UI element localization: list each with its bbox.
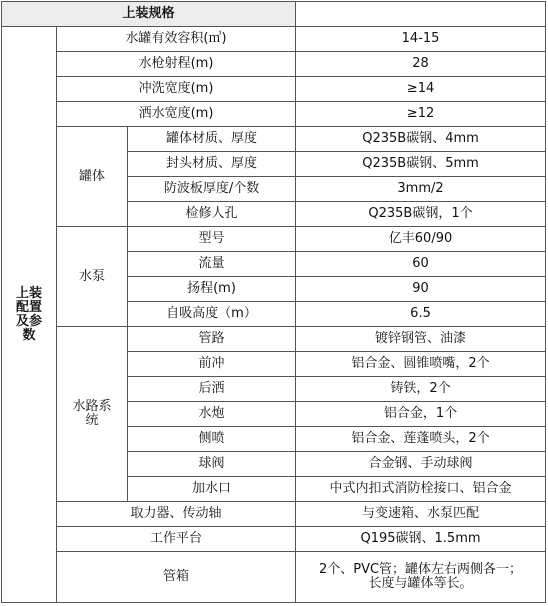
row-label: 球阀 <box>128 452 296 477</box>
table-row <box>2 52 546 77</box>
header-row <box>2 2 546 27</box>
header-blank-cell <box>296 2 546 27</box>
row-value: 中式内扣式消防栓接口、铝合金 <box>296 477 546 502</box>
row-value: 铝合金，1个 <box>296 402 546 427</box>
row-value: Q235B碳钢、4mm <box>296 127 546 152</box>
row-value: 铝合金、莲蓬喷头，2个 <box>296 427 546 452</box>
row-label: 后洒 <box>128 377 296 402</box>
main-section-label: 上装 配置 及参 数 <box>2 27 57 603</box>
group-label-tank: 罐体 <box>57 127 128 227</box>
table-row <box>2 27 546 52</box>
table-row <box>2 102 546 127</box>
row-value: 铸铁，2个 <box>296 377 546 402</box>
row-value: 镀锌钢管、油漆 <box>296 327 546 352</box>
row-label: 水枪射程(m) <box>57 52 296 77</box>
row-value: Q235B碳钢，1个 <box>296 202 546 227</box>
row-value: 60 <box>296 252 546 277</box>
row-value: 14-15 <box>296 27 546 52</box>
row-label: 型号 <box>128 227 296 252</box>
row-label: 侧喷 <box>128 427 296 452</box>
table-row <box>2 327 546 352</box>
table-row <box>2 502 546 527</box>
row-label: 罐体材质、厚度 <box>128 127 296 152</box>
row-label: 水炮 <box>128 402 296 427</box>
row-value: Q195碳钢、1.5mm <box>296 527 546 552</box>
row-label: 管路 <box>128 327 296 352</box>
row-value: 与变速箱、水泵匹配 <box>296 502 546 527</box>
row-label: 水罐有效容积(㎥) <box>57 27 296 52</box>
row-value: 铝合金、圆锥喷嘴，2个 <box>296 352 546 377</box>
row-label: 扬程(m) <box>128 277 296 302</box>
row-value: ≥12 <box>296 102 546 127</box>
table-row <box>2 527 546 552</box>
row-value: 2个、PVC管；罐体左右两侧各一； 长度与罐体等长。 <box>296 552 546 603</box>
row-value: 90 <box>296 277 546 302</box>
row-label: 管箱 <box>57 552 296 603</box>
table-row <box>2 227 546 252</box>
row-value: 3mm/2 <box>296 177 546 202</box>
row-label: 封头材质、厚度 <box>128 152 296 177</box>
group-label-water-system: 水路系 统 <box>57 327 128 502</box>
row-value: 合金钢、手动球阀 <box>296 452 546 477</box>
table-row <box>2 127 546 152</box>
spec-document <box>1 1 545 603</box>
row-label: 流量 <box>128 252 296 277</box>
row-value: ≥14 <box>296 77 546 102</box>
row-label: 洒水宽度(m) <box>57 102 296 127</box>
row-value: 28 <box>296 52 546 77</box>
row-label: 加水口 <box>128 477 296 502</box>
table-title: 上装规格 <box>2 2 296 27</box>
table-row <box>2 77 546 102</box>
row-label: 工作平台 <box>57 527 296 552</box>
row-value: 6.5 <box>296 302 546 327</box>
row-label: 取力器、传动轴 <box>57 502 296 527</box>
row-label: 前冲 <box>128 352 296 377</box>
row-label: 自吸高度（m） <box>128 302 296 327</box>
group-label-pump: 水泵 <box>57 227 128 327</box>
row-value: 亿丰60/90 <box>296 227 546 252</box>
spec-table <box>1 1 546 603</box>
row-value: Q235B碳钢、5mm <box>296 152 546 177</box>
row-label: 防波板厚度/个数 <box>128 177 296 202</box>
row-label: 检修人孔 <box>128 202 296 227</box>
table-row <box>2 552 546 603</box>
row-label: 冲洗宽度(m) <box>57 77 296 102</box>
